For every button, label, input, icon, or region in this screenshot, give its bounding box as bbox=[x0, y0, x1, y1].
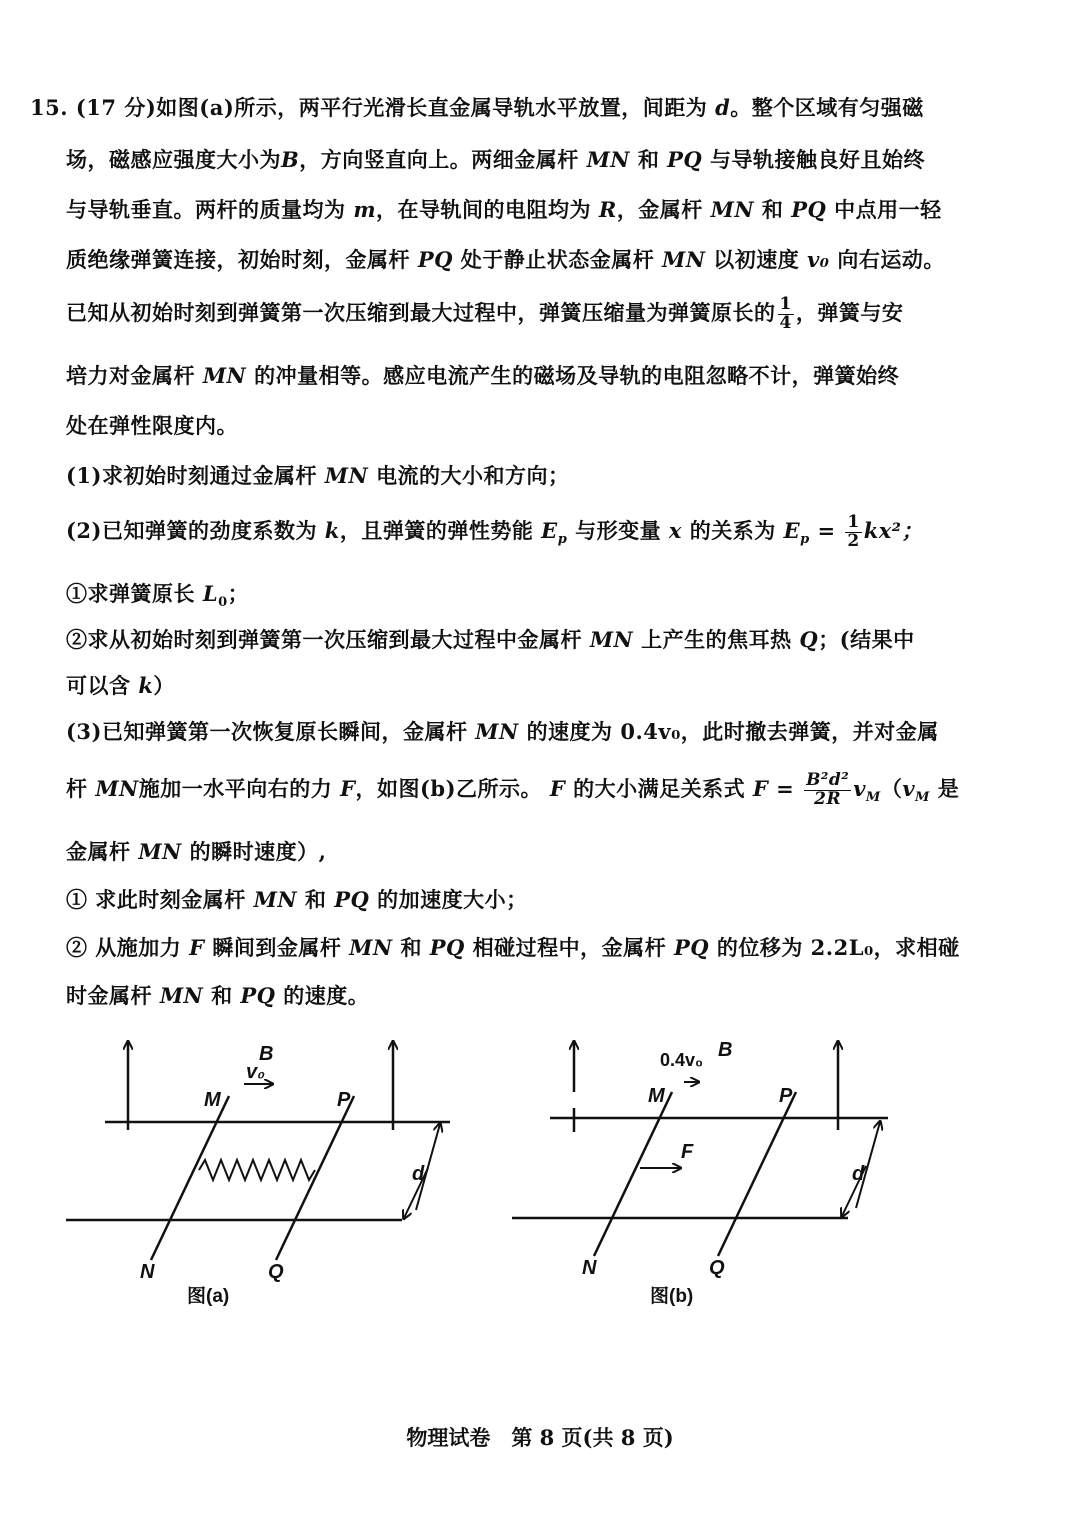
question-3-cont-2: 金属杆 MN 的瞬时速度）, bbox=[66, 839, 327, 864]
problem-line-6: 培力对金属杆 MN 的冲量相等。感应电流产生的磁场及导轨的电阻忽略不计，弹簧始终 bbox=[66, 363, 900, 388]
question-3-2-cont: 时金属杆 MN 和 PQ 的速度。 bbox=[66, 983, 370, 1008]
rod-mn-b bbox=[594, 1092, 672, 1256]
problem-line-5: 已知从初始时刻到弹簧第一次压缩到最大过程中，弹簧压缩量为弹簧原长的 $\frac{1}{4}$ ，弹簧与安 bbox=[66, 294, 904, 333]
label-p-b: P bbox=[779, 1085, 793, 1107]
label-b-b: B bbox=[718, 1039, 733, 1061]
rod-mn bbox=[151, 1096, 229, 1260]
label-m-a: M bbox=[204, 1089, 221, 1111]
label-q-a: Q bbox=[268, 1261, 284, 1283]
problem-line-1: 15. (17 分)如图(a)所示，两平行光滑长直金属导轨水平放置，间距为 d。整个区域有匀强磁 bbox=[30, 95, 924, 120]
problem-number: 15. bbox=[30, 95, 69, 120]
question-3-1: ① 求此时刻金属杆 MN 和 PQ 的加速度大小； bbox=[66, 887, 528, 912]
problem-line-7: 处在弹性限度内。 bbox=[66, 413, 238, 438]
question-2: (2)已知弹簧的劲度系数为 k，且弹簧的弹性势能 $E_p$ 与形变量 x 的关系为 $E_p$ = $\frac{1}{2}$ kx²； bbox=[66, 512, 924, 551]
page-footer: 物理试卷 第 8 页(共 8 页) bbox=[406, 1425, 674, 1450]
question-2-1: ①求弹簧原长 $L_0$； bbox=[66, 581, 250, 611]
fraction-quarter: $\frac{1}{4}$ bbox=[779, 294, 792, 333]
fraction-force: $\frac{\text{B²d²}}{2R}$ bbox=[806, 770, 850, 809]
problem-score: (17 分) bbox=[75, 95, 157, 120]
label-d-b: d bbox=[852, 1163, 865, 1185]
figure-b bbox=[512, 1042, 888, 1256]
spring bbox=[199, 1160, 315, 1180]
problem-line-3: 与导轨垂直。两杆的质量均为 m，在导轨间的电阻均为 R，金属杆 MN 和 PQ 中点用一轻 bbox=[66, 197, 942, 222]
label-p-a: P bbox=[337, 1089, 351, 1111]
label-v0-a: v₀ bbox=[246, 1061, 266, 1083]
question-3-2: ② 从施加力 F 瞬间到金属杆 MN 和 PQ 相碰过程中，金属杆 PQ 的位移为 2.2L₀，求相碰 bbox=[66, 935, 960, 960]
question-3-cont: 杆 MN施加一水平向右的力 F，如图(b)乙所示。 F 的大小满足关系式 F = $\frac{\text{B²d²}}{2R}$ $v_M(v_M$ 是 bbox=[66, 770, 960, 809]
problem-line-2: 场，磁感应强度大小为B，方向竖直向上。两细金属杆 MN 和 PQ 与导轨接触良好且始终 bbox=[66, 147, 926, 172]
question-1: (1)求初始时刻通过金属杆 MN 电流的大小和方向； bbox=[66, 463, 570, 488]
fraction-half: $\frac{1}{2}$ bbox=[847, 512, 860, 551]
label-f-b: F bbox=[681, 1141, 694, 1163]
label-b-a: B bbox=[259, 1043, 274, 1065]
figures bbox=[0, 1020, 1080, 1320]
problem-line-4: 质绝缘弹簧连接，初始时刻，金属杆 PQ 处于静止状态金属杆 MN 以初速度 v₀ 向右运动。 bbox=[66, 247, 945, 272]
caption-b: 图(b) bbox=[650, 1286, 694, 1307]
label-n-a: N bbox=[140, 1261, 155, 1283]
label-n-b: N bbox=[582, 1257, 597, 1279]
question-2-2: ②求从初始时刻到弹簧第一次压缩到最大过程中金属杆 MN 上产生的焦耳热 Q；(结果中 bbox=[66, 627, 915, 652]
caption-a: 图(a) bbox=[187, 1286, 230, 1307]
rod-pq-b bbox=[718, 1092, 796, 1256]
question-2-2-cont: 可以含 k） bbox=[66, 673, 175, 698]
question-3: (3)已知弹簧第一次恢复原长瞬间，金属杆 MN 的速度为 0.4v₀，此时撤去弹簧，并对金属 bbox=[66, 719, 939, 744]
label-q-b: Q bbox=[709, 1257, 725, 1279]
label-d-a: d bbox=[412, 1163, 425, 1185]
rod-pq bbox=[276, 1096, 354, 1260]
label-v-b: 0.4v₀ bbox=[660, 1050, 704, 1070]
label-m-b: M bbox=[648, 1085, 665, 1107]
